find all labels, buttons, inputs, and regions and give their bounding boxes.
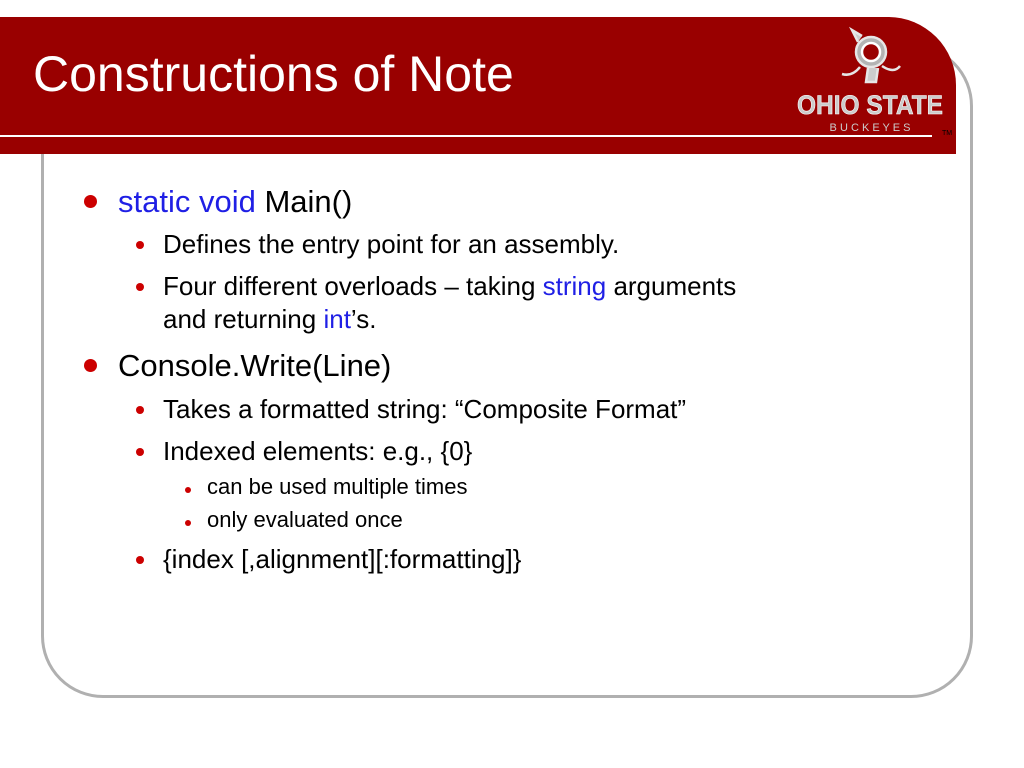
slide-title: Constructions of Note: [33, 46, 514, 102]
logo-wordmark: OHIO STATE: [797, 90, 943, 120]
bullet-dot: [136, 283, 144, 291]
bullet-dot: [136, 241, 144, 249]
bullet-evaluated-once: only evaluated once: [207, 507, 403, 532]
logo-trademark: TM: [942, 130, 953, 137]
bullet-text: ’s.: [350, 304, 377, 334]
bullet-dot: [84, 195, 97, 208]
bullet-used-multiple-times: can be used multiple times: [207, 474, 468, 499]
bullet-text: and returning: [163, 304, 324, 334]
bullet-four-overloads-cont: [163, 306, 376, 332]
keyword-static-void: static void: [118, 184, 256, 219]
bullet-indexed-elements: Indexed elements: e.g., {0}: [163, 436, 473, 466]
keyword-int: int: [323, 304, 351, 334]
keyword-string: string: [542, 271, 607, 301]
bullet-dot: [84, 359, 97, 372]
bullet-console-write: Console.Write(Line): [118, 348, 392, 383]
bullet-static-void-main: [118, 186, 352, 217]
bullet-text: Four different overloads – taking: [163, 271, 543, 301]
bullet-index-alignment-formatting: {index [,alignment][:formatting]}: [163, 544, 522, 574]
bullet-dot: [185, 487, 191, 493]
bullet-defines-entry-point: Defines the entry point for an assembly.: [163, 229, 620, 259]
bullet-formatted-string: Takes a formatted string: “Composite Format”: [163, 394, 687, 424]
bullet-four-overloads: [163, 273, 736, 299]
bullet-dot: [136, 556, 144, 564]
bullet-text: Main(): [255, 184, 353, 219]
logo-subtext: B U C K E Y E S: [829, 122, 911, 134]
bullet-dot: [136, 448, 144, 456]
bullet-dot: [136, 406, 144, 414]
bullet-text: arguments: [606, 271, 737, 301]
bullet-dot: [185, 520, 191, 526]
